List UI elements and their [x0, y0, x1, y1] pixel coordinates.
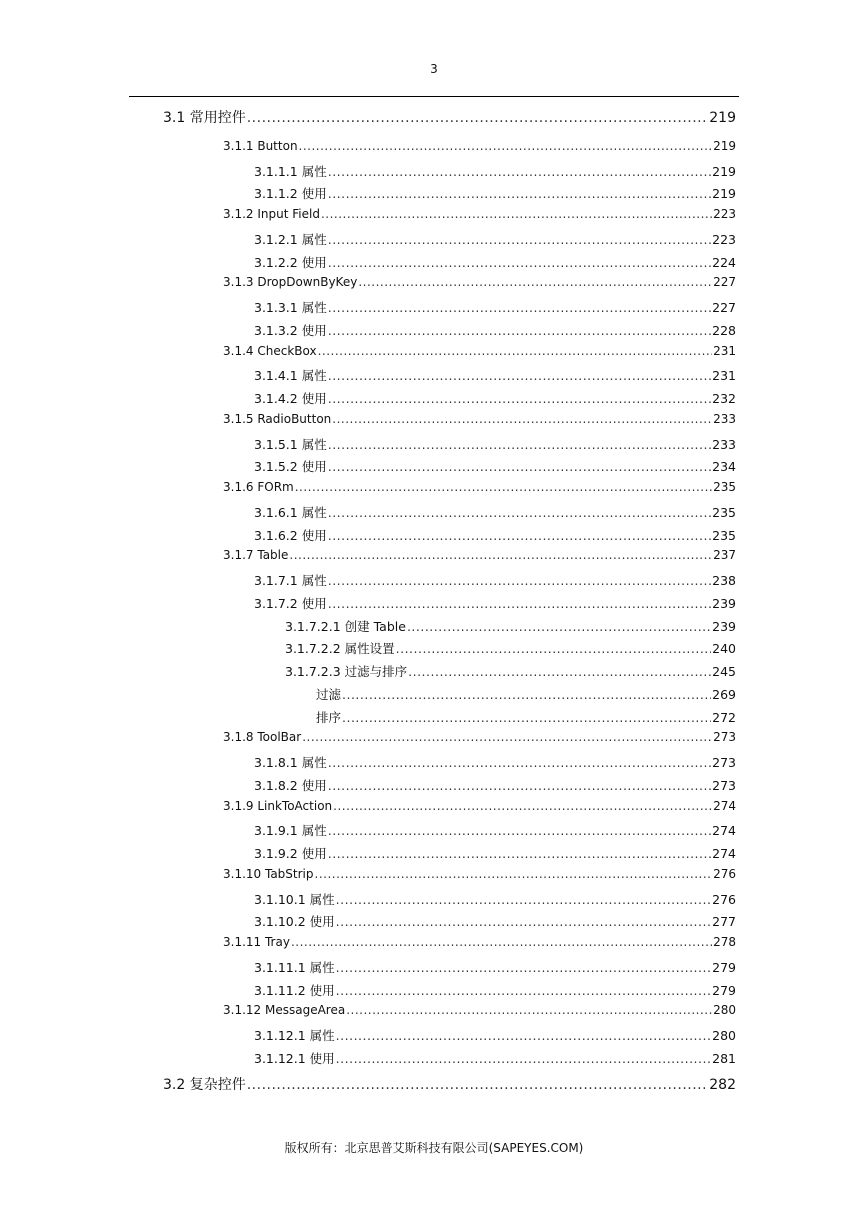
toc-entry-label: 3.1.6 FORm — [223, 480, 294, 494]
toc-leader-dots — [321, 207, 712, 221]
toc-entry-label: 3.1.10.2 使用 — [254, 914, 335, 930]
toc-leader-dots — [328, 437, 711, 452]
toc-entry-page: 223 — [713, 207, 736, 221]
toc-entry-page: 269 — [712, 686, 736, 702]
toc-entry[interactable] — [316, 708, 736, 730]
toc-entry-page: 274 — [712, 823, 736, 839]
toc-entry-label: 3.1.4 CheckBox — [223, 343, 317, 358]
toc-entry-page: 279 — [712, 959, 736, 975]
toc-entry-page: 274 — [712, 846, 736, 861]
toc-entry[interactable] — [254, 753, 736, 775]
toc-leader-dots — [342, 687, 711, 702]
toc-entry-page: 235 — [712, 527, 736, 543]
toc-entry-label: 3.1.4.2 使用 — [254, 391, 327, 406]
toc-entry[interactable] — [254, 594, 736, 616]
toc-entry[interactable] — [254, 184, 736, 206]
toc-leader-dots — [291, 935, 712, 949]
toc-entry-page: 240 — [712, 641, 736, 657]
toc-leader-dots — [328, 823, 711, 838]
toc-entry-page: 219 — [712, 186, 736, 202]
toc-entry[interactable] — [254, 366, 736, 388]
toc-entry[interactable] — [254, 1026, 736, 1048]
toc-leader-dots — [336, 960, 711, 975]
toc-leader-dots — [247, 1077, 709, 1093]
toc-entry[interactable] — [254, 435, 736, 457]
toc-entry-label: 3.2 复杂控件 — [163, 1076, 246, 1093]
toc-entry[interactable] — [254, 821, 736, 843]
toc-leader-dots — [289, 548, 712, 562]
toc-entry-label: 3.1.5.1 属性 — [254, 436, 327, 452]
toc-entry-label: 3.1.11.1 属性 — [254, 959, 335, 975]
toc-entry[interactable] — [254, 1049, 736, 1071]
toc-entry[interactable] — [223, 548, 736, 570]
toc-leader-dots — [328, 755, 711, 770]
toc-entry-page: 278 — [713, 935, 736, 949]
toc-entry[interactable] — [223, 935, 736, 957]
toc-entry-label: 3.1.12.1 使用 — [254, 1050, 335, 1066]
toc-entry[interactable] — [223, 344, 736, 366]
toc-entry-label: 3.1.7.1 属性 — [254, 573, 327, 588]
toc-entry-label: 3.1.1.2 使用 — [254, 186, 327, 202]
toc-entry-label: 3.1.8.1 属性 — [254, 755, 327, 770]
toc-leader-dots — [336, 892, 711, 907]
toc-entry-label: 3.1.5 RadioButton — [223, 411, 332, 426]
toc-leader-dots — [407, 619, 711, 634]
toc-entry-label: 3.1.1 Button — [223, 138, 298, 153]
toc-entry-page: 282 — [709, 1076, 736, 1093]
toc-entry-label: 3.1.11.2 使用 — [254, 982, 335, 998]
toc-leader-dots — [328, 232, 711, 247]
toc-entry-label: 3.1.12.1 属性 — [254, 1028, 335, 1043]
header-rule — [129, 96, 739, 97]
toc-entry-page: 281 — [712, 1050, 736, 1066]
toc-leader-dots — [299, 139, 713, 153]
toc-entry-label: 3.1.7.2.3 过滤与排序 — [285, 664, 408, 679]
toc-entry-page: 223 — [712, 231, 736, 247]
toc-leader-dots — [328, 573, 711, 588]
toc-entry[interactable] — [223, 1003, 736, 1025]
toc-entry-page: 231 — [713, 343, 736, 358]
toc-leader-dots — [328, 596, 711, 611]
toc-entry-page: 227 — [712, 300, 736, 315]
toc-entry-label: 3.1.10 TabStrip — [223, 866, 314, 881]
toc-entry-label: 3.1.2 Input Field — [223, 207, 320, 221]
toc-leader-dots — [396, 641, 712, 656]
toc-entry-label: 3.1.7 Table — [223, 548, 289, 563]
toc-entry[interactable] — [254, 162, 736, 184]
toc-leader-dots — [328, 778, 711, 793]
toc-entry-label: 3.1.7.2 使用 — [254, 595, 327, 611]
toc-entry-label: 3.1.3 DropDownByKey — [223, 275, 358, 290]
toc-entry-page: 234 — [712, 459, 736, 475]
toc-entry-label: 3.1.7.2.2 属性设置 — [285, 641, 395, 657]
toc-entry-label: 3.1.11 Tray — [223, 935, 290, 949]
toc-entry[interactable] — [254, 526, 736, 548]
toc-entry-page: 245 — [712, 664, 736, 679]
toc-entry[interactable] — [254, 457, 736, 479]
toc-entry-label: 3.1.3.1 属性 — [254, 300, 327, 315]
toc-entry-page: 233 — [712, 436, 736, 452]
toc-entry[interactable] — [223, 730, 736, 752]
toc-leader-dots — [336, 1028, 711, 1043]
toc-entry[interactable] — [223, 412, 736, 434]
toc-entry-page: 276 — [713, 866, 736, 881]
toc-leader-dots — [358, 275, 712, 289]
toc-leader-dots — [328, 300, 711, 315]
toc-leader-dots — [328, 164, 711, 179]
toc-leader-dots — [295, 480, 712, 494]
toc-entry-page: 280 — [713, 1003, 736, 1018]
toc-entry-page: 219 — [713, 138, 736, 153]
toc-entry[interactable] — [285, 662, 736, 684]
toc-entry-page: 235 — [712, 504, 736, 520]
toc-entry[interactable] — [254, 844, 736, 866]
toc-entry-page: 238 — [712, 573, 736, 588]
toc-entry-label: 3.1.3.2 使用 — [254, 322, 327, 338]
toc-entry[interactable] — [223, 139, 736, 161]
toc-leader-dots — [318, 344, 713, 358]
toc-entry-page: 219 — [712, 163, 736, 179]
toc-leader-dots — [408, 664, 711, 679]
toc-entry[interactable] — [254, 389, 736, 411]
toc-entry[interactable] — [285, 617, 736, 639]
toc-entry-label: 3.1.9.2 使用 — [254, 846, 327, 861]
toc-leader-dots — [328, 186, 711, 201]
toc-entry-label: 3.1.4.1 属性 — [254, 368, 327, 384]
toc-entry-label: 3.1.5.2 使用 — [254, 459, 327, 475]
toc-leader-dots — [328, 368, 711, 383]
toc-leader-dots — [302, 730, 712, 744]
toc-entry[interactable] — [254, 503, 736, 525]
toc-leader-dots — [336, 1051, 711, 1066]
toc-entry[interactable] — [254, 981, 736, 1003]
toc-entry-page: 228 — [712, 322, 736, 338]
toc-entry-page: 231 — [712, 368, 736, 384]
toc-entry[interactable] — [285, 639, 736, 661]
toc-entry[interactable] — [254, 230, 736, 252]
toc-leader-dots — [328, 255, 711, 270]
toc-entry-page: 273 — [713, 730, 736, 745]
toc-entry[interactable] — [223, 867, 736, 889]
toc-leader-dots — [328, 459, 711, 474]
toc-entry-label: 3.1 常用控件 — [163, 110, 246, 126]
toc-leader-dots — [328, 846, 711, 861]
toc-entry-page: 273 — [712, 777, 736, 793]
toc-entry-page: 239 — [712, 618, 736, 634]
toc-entry-label: 3.1.8.2 使用 — [254, 777, 327, 793]
toc-entry-label: 3.1.7.2.1 创建 Table — [285, 618, 406, 634]
toc-entry-page: 219 — [709, 110, 736, 126]
toc-entry-page: 280 — [712, 1028, 736, 1043]
toc-entry-page: 239 — [712, 595, 736, 611]
toc-entry-page: 273 — [712, 755, 736, 770]
toc-entry-page: 237 — [713, 548, 736, 563]
toc-leader-dots — [328, 391, 711, 406]
toc-entry-page: 272 — [712, 709, 736, 725]
toc-leader-dots — [333, 799, 712, 813]
toc-entry-page: 276 — [712, 891, 736, 907]
toc-entry[interactable] — [254, 776, 736, 798]
toc-entry[interactable] — [316, 685, 736, 707]
footer-copyright: 版权所有：北京思普艾斯科技有限公司(SAPEYES.COM) — [284, 1141, 584, 1155]
toc-entry-page: 277 — [712, 914, 736, 930]
toc-entry[interactable] — [223, 480, 736, 502]
toc-leader-dots — [315, 867, 713, 881]
toc-entry-page: 227 — [713, 275, 736, 290]
toc-leader-dots — [332, 412, 712, 426]
toc-entry-page: 233 — [713, 411, 736, 426]
toc-entry-label: 3.1.9.1 属性 — [254, 823, 327, 839]
toc-entry-label: 3.1.6.2 使用 — [254, 527, 327, 543]
toc-entry[interactable] — [254, 958, 736, 980]
toc-leader-dots — [328, 528, 711, 543]
toc-entry[interactable] — [254, 912, 736, 934]
toc-entry-page: 235 — [713, 480, 736, 494]
toc-leader-dots — [346, 1003, 712, 1017]
toc-entry-label: 3.1.1.1 属性 — [254, 163, 327, 179]
toc-entry-page: 274 — [713, 798, 736, 813]
toc-entry[interactable] — [254, 571, 736, 593]
toc-leader-dots — [247, 110, 709, 126]
toc-leader-dots — [336, 983, 711, 998]
toc-leader-dots — [336, 914, 711, 929]
toc-entry[interactable] — [254, 298, 736, 320]
toc-entry-label: 3.1.8 ToolBar — [223, 730, 302, 745]
toc-entry[interactable] — [223, 799, 736, 821]
toc-entry-label: 3.1.9 LinkToAction — [223, 798, 333, 813]
toc-entry-page: 224 — [712, 254, 736, 270]
toc-entry[interactable] — [254, 321, 736, 343]
page-number: 3 — [430, 62, 438, 76]
toc-entry[interactable] — [163, 1074, 736, 1096]
toc-entry[interactable] — [223, 275, 736, 297]
toc-entry-label: 3.1.6.1 属性 — [254, 504, 327, 520]
toc-entry-label: 过滤 — [316, 686, 342, 702]
toc-entry[interactable] — [223, 207, 736, 229]
toc-leader-dots — [328, 505, 711, 520]
toc-entry-label: 3.1.10.1 属性 — [254, 891, 335, 907]
toc-entry-label: 3.1.12 MessageArea — [223, 1003, 346, 1018]
toc-entry-page: 232 — [712, 391, 736, 406]
toc-entry-page: 279 — [712, 982, 736, 998]
toc-entry-label: 排序 — [316, 709, 342, 725]
toc-entry[interactable] — [254, 253, 736, 275]
toc-leader-dots — [328, 323, 711, 338]
toc-entry-label: 3.1.2.2 使用 — [254, 254, 327, 270]
toc-leader-dots — [342, 710, 711, 725]
toc-entry[interactable] — [163, 107, 736, 129]
toc-entry-label: 3.1.2.1 属性 — [254, 231, 327, 247]
toc-entry[interactable] — [254, 890, 736, 912]
